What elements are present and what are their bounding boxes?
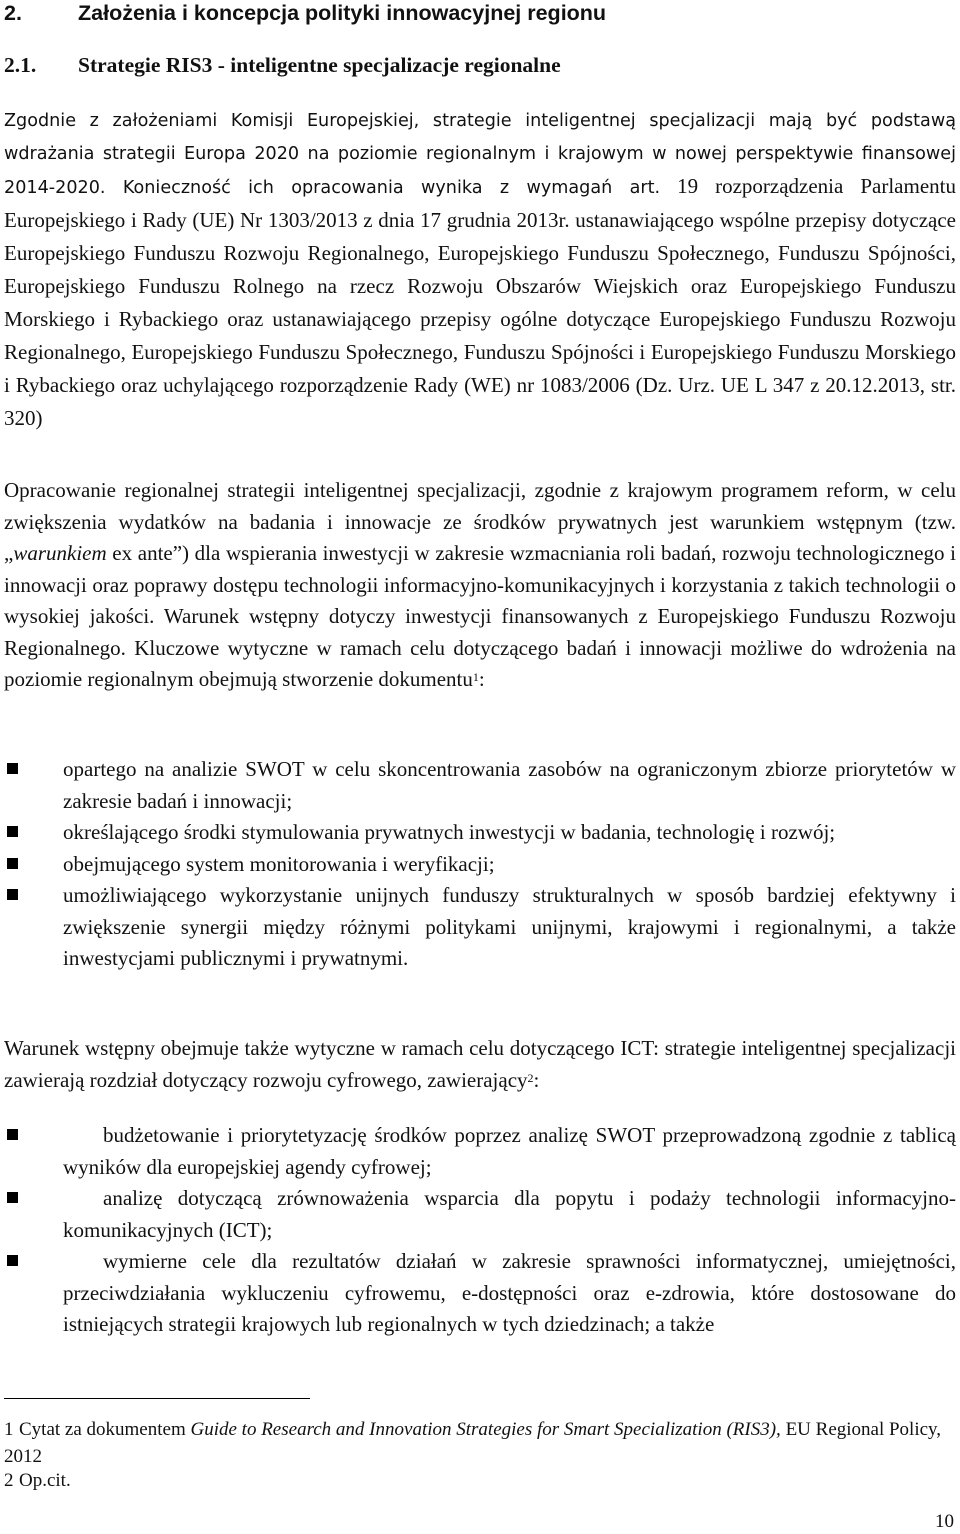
square-bullet-icon [7,858,18,869]
subsection-heading [4,52,561,78]
list-item [0,849,956,881]
list-item-text: umożliwiającego wykorzystanie unijnych funduszy strukturalnych w sposób bardziej efektywny i zwiększenie synergii między różnymi politykami unijnymi, krajowymi i regionalnymi, a także inwestycjami publicznymi i prywatnymi. [63,883,956,970]
list-item-text: określającego środki stymulowania prywatnych inwestycji w badania, technologię i rozwój; [63,820,836,844]
paragraph-ict [4,1033,956,1096]
paragraph-text: ex ante”) dla wspierania inwestycji w zakresie wzmacniania roli badań, rozwoju technologicznego i innowacji oraz poprawy dostępu technologii informacyjno-komunikacyjnych i korzystania z takich technologii o wysokiej jakości. Warunek wstępny dotyczy inwestycji finansowanych z Europejskiego Funduszu Rozwoju Regionalnego. Kluczowe wytyczne w ramach celu dotyczącego badań i innowacji możliwe do wdrożenia na poziomie regionalnym obejmują stworzenie dokumentu [4,541,956,691]
section-heading [4,0,606,26]
page-number: 10 [935,1511,954,1532]
list-item-text: opartego na analizie SWOT w celu skoncentrowania zasobów na ograniczonym zbiorze priorytetów w zakresie badań i innowacji; [63,757,956,813]
list-item [0,880,956,975]
punctuation: : [533,1067,540,1092]
punctuation: : [478,667,485,691]
square-bullet-icon [7,1129,18,1140]
section-number: 2. [4,1,22,25]
footnote-text: Cytat za dokumentem [19,1419,191,1440]
square-bullet-icon [7,1192,18,1203]
footnote-ref: 1 [472,670,479,684]
square-bullet-icon [7,1255,18,1266]
paragraph-text: Opracowanie regionalnej strategii inteligentnej specjalizacji, zgodnie z krajowym programem reform, w celu zwiększenia wydatków na badania i innowacje ze środków prywatnych jest warunkiem wstępnym (tzw. „ [4,478,956,565]
paragraph-ris3-intro [4,104,956,435]
footnote-ref: 2 [527,1070,534,1085]
list-item-text: obejmującego system monitorowania i weryfikacji; [63,851,495,876]
footnote-citation: Guide to Research and Innovation Strategies for Smart Specialization (RIS3), [190,1419,781,1440]
list-item [0,754,956,817]
square-bullet-icon [7,826,18,837]
footnote-text: EU Regional Policy, 2012 [4,1419,942,1467]
list-item-text: wymierne cele dla rezultatów działań w zakresie sprawności informatycznej, umiejętności, przeciwdziałania wykluczeniu cyfrowemu, e-dostępności oraz e-zdrowia, które dostosowane do istniejących strategii krajowych lub regionalnych w tych dziedzinach; a także [63,1249,956,1336]
paragraph-ex-ante [4,475,956,696]
footnote-text: Op.cit. [19,1470,71,1491]
square-bullet-icon [7,889,18,900]
paragraph-text: Warunek wstępny obejmuje także wytyczne w ramach celu dotyczącego ICT: strategie inteligentnej specjalizacji zawierają rozdział dotyczący rozwoju cyfrowego, zawierający [4,1036,956,1092]
paragraph-text: 19 rozporządzenia Parlamentu Europejskiego i Rady (UE) Nr 1303/2013 z dnia 17 grudnia 2013r. ustanawiającego wspólne przepisy dotyczące Europejskiego Funduszu Rozwoju Regionalnego, Europejskiego Funduszu Społecznego, Funduszu Spójności, Europejskiego Funduszu Rolnego na rzecz Rozwoju Obszarów Wiejskich oraz Europejskiego Funduszu Morskiego i Rybackiego oraz ustanawiającego przepisy ogólne dotyczące Europejskiego Funduszu Rozwoju Regionalnego, Europejskiego Funduszu Społecznego, Funduszu Spójności i Europejskiego Funduszu Morskiego i Rybackiego oraz uchylającego rozporządzenie Rady (WE) nr 1083/2006 (Dz. Urz. UE L 347 z 20.12.2013, str. 320) [4,174,956,430]
footnote [4,1467,956,1494]
list-item-text: budżetowanie i priorytetyzację środków poprzez analizę SWOT przeprowadzoną zgodnie z tablicą wyników dla europejskiej agendy cyfrowej; [63,1123,956,1179]
list-item [0,1120,956,1183]
footnote [4,1416,956,1470]
footnote-separator [4,1398,310,1399]
paragraph-text: Zgodnie z założeniami Komisji Europejskiej, strategie inteligentnej specjalizacji mają być podstawą wdrażania strategii Europa 2020 na poziomie regionalnym i krajowym w nowej perspektywie finansowej 2014-2020. Konieczność ich opracowania wynika z wymagań art. [4,111,956,198]
footnote-mark: 2 [4,1470,14,1491]
emphasis-text: warunkiem [13,541,107,565]
list-item [0,817,956,849]
section-title: Założenia i koncepcja polityki innowacyjnej regionu [78,1,607,25]
list-item-text: analizę dotyczącą zrównoważenia wsparcia dla popytu i podaży technologii informacyjno-komunikacyjnych (ICT); [63,1186,956,1242]
subsection-number: 2.1. [4,53,37,77]
list-item [0,1246,956,1341]
list-item [0,1183,956,1246]
bullet-list-ict-chapter [0,1120,960,1341]
footnote-mark: 1 [4,1419,14,1440]
subsection-title: Strategie RIS3 - inteligentne specjalizacje regionalne [78,53,561,77]
square-bullet-icon [7,763,18,774]
bullet-list-document-requirements [0,754,960,975]
